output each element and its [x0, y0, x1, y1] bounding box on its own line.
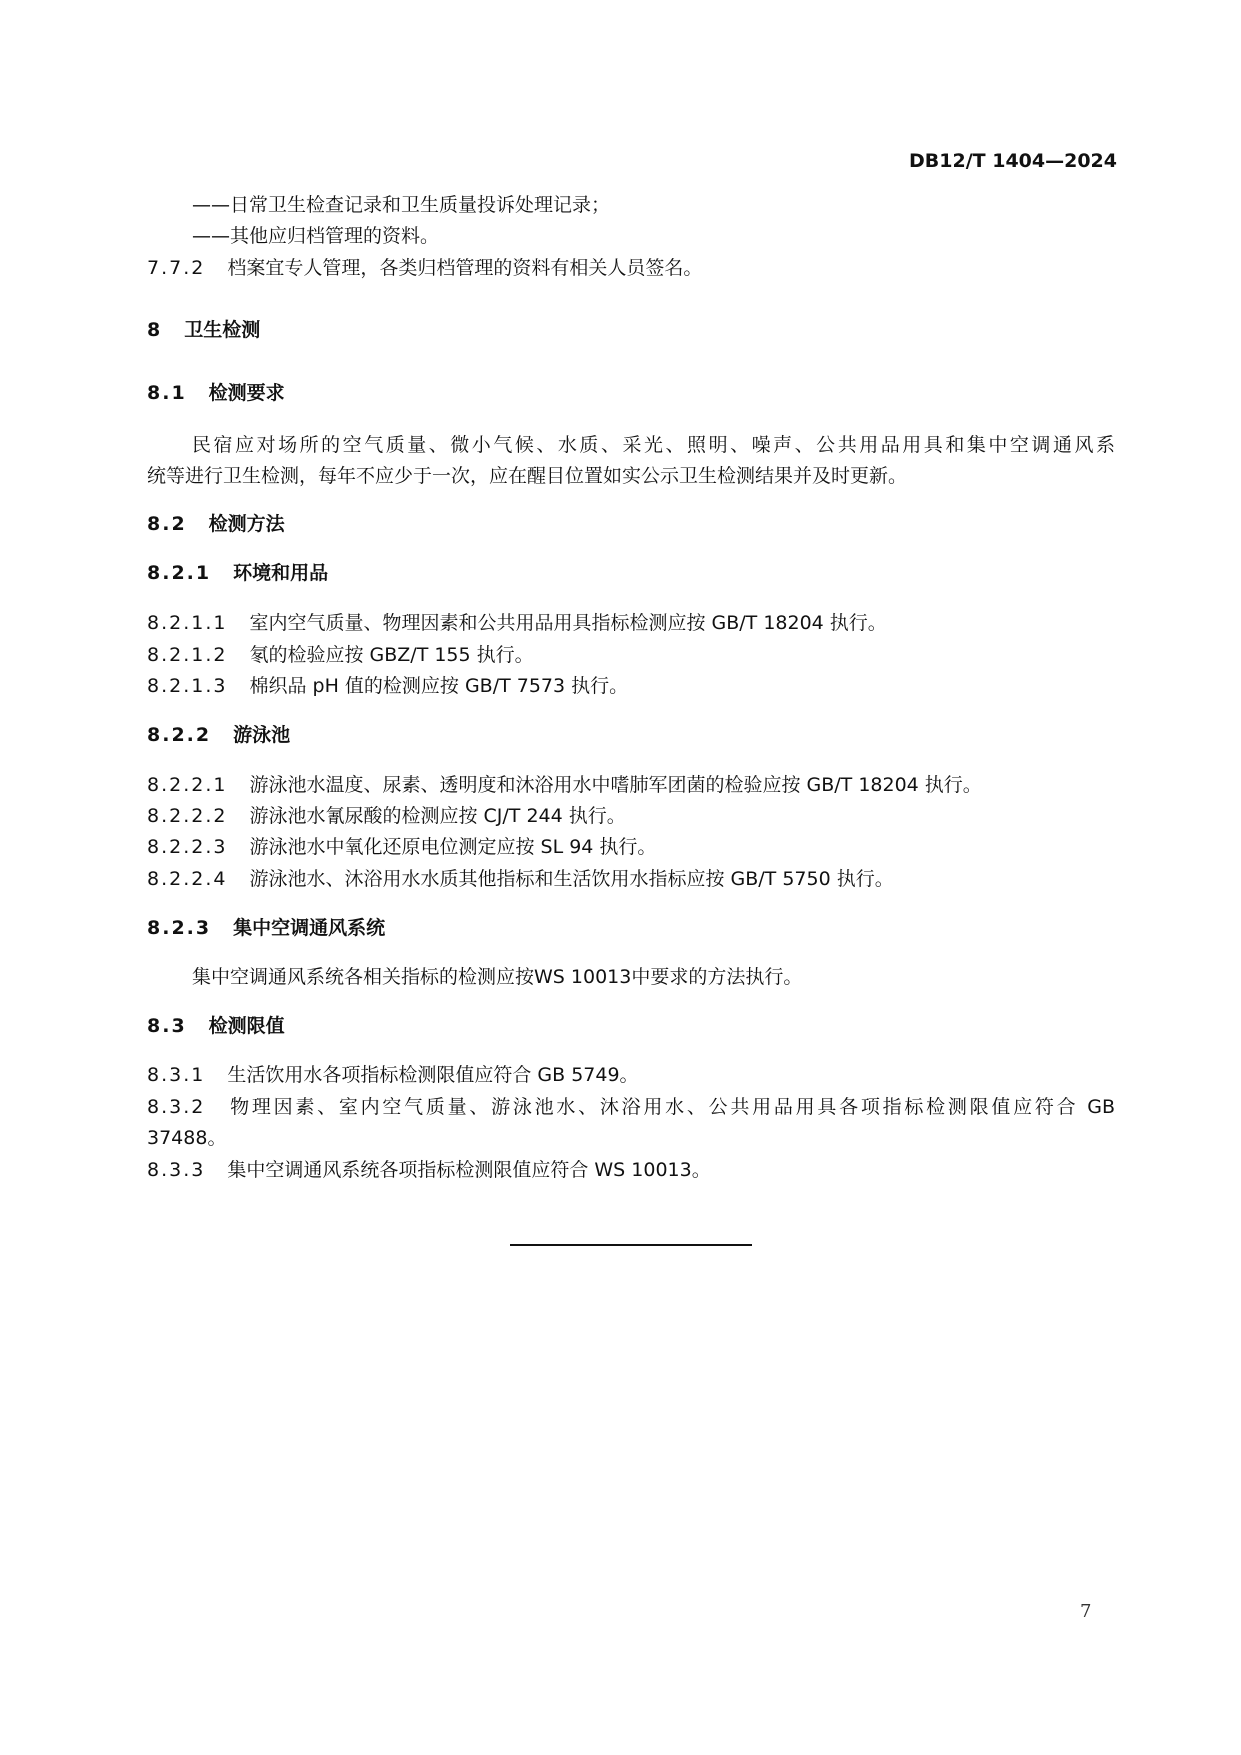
clause-number: 8.2.2.4: [147, 868, 228, 890]
document-code: DB12/T 1404—2024: [909, 150, 1117, 172]
section-8-1-heading: [147, 381, 285, 405]
section-number: 8.2.1: [147, 562, 212, 584]
clause-number: 8.2.2.1: [147, 774, 228, 796]
clause-text: 游泳池水温度、尿素、透明度和沐浴用水中嗜肺军团菌的检验应按 GB/T 18204 执行。: [249, 774, 982, 796]
clause-8-2-2-3: [147, 835, 656, 859]
section-8-2-1-heading: [147, 561, 328, 585]
clause-text: 氡的检验应按 GBZ/T 155 执行。: [249, 644, 534, 666]
clause-number: 8.2.2.3: [147, 836, 228, 858]
section-number: 8.2: [147, 513, 187, 535]
clause-text: 游泳池水中氧化还原电位测定应按 SL 94 执行。: [249, 836, 657, 858]
clause-text: 档案宜专人管理，各类归档管理的资料有相关人员签名。: [227, 257, 703, 279]
section-title: 检测要求: [208, 382, 285, 404]
clause-number: 8.2.2.2: [147, 805, 228, 827]
clause-number: 8.3.2: [147, 1096, 206, 1118]
page-number: 7: [1080, 1601, 1092, 1622]
section-title: 卫生检测: [184, 319, 261, 341]
section-8-3-heading: [147, 1014, 285, 1038]
clause-text: 集中空调通风系统各项指标检测限值应符合 WS 10013。: [227, 1159, 711, 1181]
clause-number: 8.2.1.3: [147, 675, 228, 697]
section-8-2-3-heading: [147, 916, 385, 940]
clause-number: 8.2.1.1: [147, 612, 228, 634]
clause-8-2-2-1: [147, 773, 982, 797]
section-title: 环境和用品: [233, 562, 329, 584]
section-number: 8: [147, 319, 163, 341]
section-title: 检测限值: [208, 1015, 285, 1037]
clause-number: 7.7.2: [147, 257, 206, 279]
clause-8-3-1: [147, 1063, 639, 1087]
clause-text: 棉织品 pH 值的检测应按 GB/T 7573 执行。: [249, 675, 629, 697]
clause-8-2-1-2: [147, 643, 534, 667]
clause-text: 生活饮用水各项指标检测限值应符合 GB 5749。: [227, 1064, 639, 1086]
clause-8-2-1-3: [147, 674, 628, 698]
clause-text: 室内空气质量、物理因素和公共用品用具指标检测应按 GB/T 18204 执行。: [249, 612, 887, 634]
section-title: 游泳池: [233, 724, 291, 746]
section-number: 8.3: [147, 1015, 187, 1037]
paragraph-line: 民宿应对场所的空气质量、微小气候、水质、采光、照明、噪声、公共用品用具和集中空调通风系: [192, 434, 1115, 456]
section-number: 8.1: [147, 382, 187, 404]
clause-8-3-3: [147, 1158, 711, 1182]
clause-number: 8.2.1.2: [147, 644, 228, 666]
clause-continuation: 37488。: [147, 1127, 227, 1149]
paragraph-line: 统等进行卫生检测，每年不应少于一次，应在醒目位置如实公示卫生检测结果并及时更新。: [147, 465, 908, 487]
clause-number: 8.3.3: [147, 1159, 206, 1181]
section-title: 检测方法: [208, 513, 285, 535]
clause-8-3-2: [147, 1095, 1115, 1119]
end-rule: [510, 1244, 752, 1246]
clause-7-7-2: [147, 256, 702, 280]
section-8-heading: [147, 318, 260, 342]
section-title: 集中空调通风系统: [233, 917, 386, 939]
paragraph: 集中空调通风系统各相关指标的检测应按WS 10013中要求的方法执行。: [192, 966, 803, 988]
clause-8-2-2-2: [147, 804, 626, 828]
dash-item: ——其他应归档管理的资料。: [192, 225, 440, 247]
clause-number: 8.3.1: [147, 1064, 206, 1086]
section-8-2-heading: [147, 512, 285, 536]
section-8-2-2-heading: [147, 723, 290, 747]
clause-text: 游泳池水、沐浴用水水质其他指标和生活饮用水指标应按 GB/T 5750 执行。: [249, 868, 894, 890]
clause-8-2-1-1: [147, 611, 887, 635]
clause-text: 游泳池水氰尿酸的检测应按 CJ/T 244 执行。: [249, 805, 626, 827]
section-number: 8.2.3: [147, 917, 212, 939]
clause-8-2-2-4: [147, 867, 894, 891]
section-number: 8.2.2: [147, 724, 212, 746]
dash-item: ——日常卫生检查记录和卫生质量投诉处理记录；: [192, 194, 611, 216]
clause-text: 物理因素、室内空气质量、游泳池水、沐浴用水、公共用品用具各项指标检测限值应符合 GB: [227, 1096, 1115, 1118]
